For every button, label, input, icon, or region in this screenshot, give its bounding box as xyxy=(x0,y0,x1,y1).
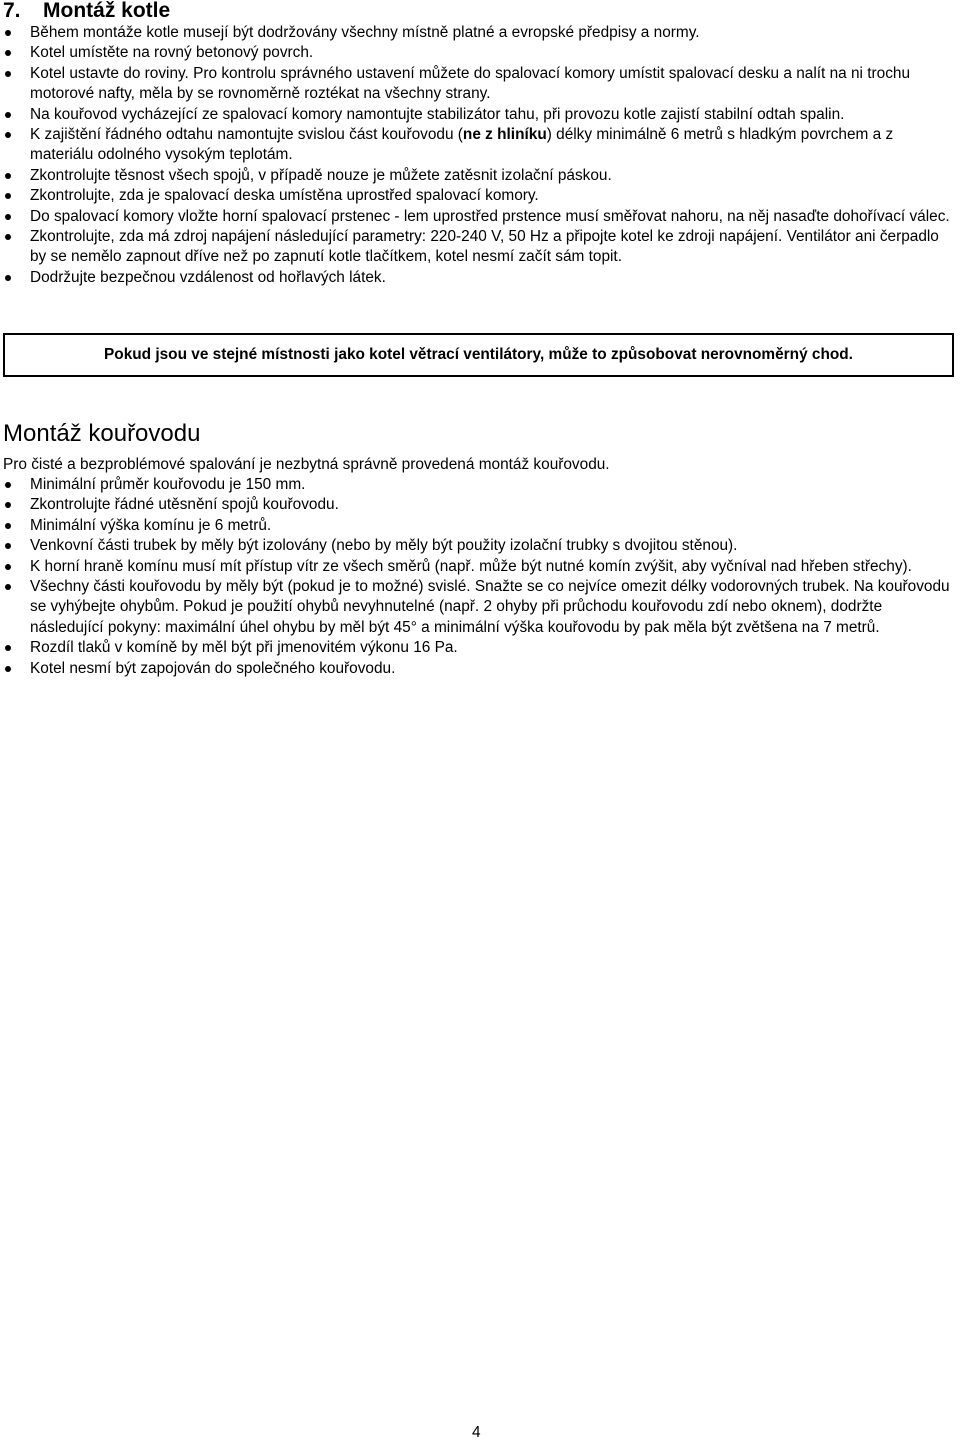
section-title: Montáž kotle xyxy=(43,0,171,22)
list-item xyxy=(0,659,955,679)
bullet-icon xyxy=(5,234,11,240)
emphasis-text: ne z hliníku xyxy=(462,126,547,144)
list-item xyxy=(0,64,955,105)
bullet-icon xyxy=(5,71,11,77)
list-item xyxy=(0,207,955,227)
item-text: K horní hraně komínu musí mít přístup vítr ze všech směrů (např. může být nutné komín zvýšit, aby vyčníval nad hřeben střechy). xyxy=(30,557,912,575)
item-text: Kotel nesmí být zapojován do společného kouřovodu. xyxy=(30,659,396,677)
item-text: Zkontrolujte těsnost všech spojů, v případě nouze je můžete zatěsnit izolační páskou. xyxy=(30,166,612,184)
bullet-icon xyxy=(5,666,11,672)
item-text: Kotel umístěte na rovný betonový povrch. xyxy=(30,44,314,62)
list-item xyxy=(0,43,955,63)
bullet-icon xyxy=(5,543,11,549)
list-item xyxy=(0,227,955,268)
bullet-icon xyxy=(5,173,11,179)
warning-text: Pokud jsou ve stejné místnosti jako kotel větrací ventilátory, může to způsobovat nerovnoměrný chod. xyxy=(104,346,853,363)
bullet-icon xyxy=(5,275,11,281)
list-item xyxy=(0,495,955,515)
bullet-icon xyxy=(5,564,11,570)
bullet-icon xyxy=(5,482,11,488)
ventilation-warning-box xyxy=(3,333,954,377)
list-item xyxy=(0,638,955,658)
list-item xyxy=(0,577,955,638)
item-text: K zajištění řádného odtahu namontujte svislou část kouřovodu ( xyxy=(30,126,463,144)
item-text: Všechny části kouřovodu by měly být (pokud je to možné) svislé. Snažte se co nejvíce omezit délky vodorovných trubek. Na kouřovodu se vyhýbejte ohybům. Pokud je použití ohybů nevyhnutelné (např. 2 ohyby při průchodu kouřovodu zdí nebo oknem), dodržte následující pokyny: maximální úhel ohybu by měl být 45° a minimální výška kouřovodu by pak měla být zvětšena na 7 metrů. xyxy=(30,578,950,636)
bullet-icon xyxy=(5,214,11,220)
installation-bullet-list xyxy=(0,23,955,288)
item-text: Zkontrolujte řádné utěsnění spojů kouřovodu. xyxy=(30,496,339,514)
item-text: Během montáže kotle musejí být dodržovány všechny místně platné a evropské předpisy a normy. xyxy=(30,24,700,41)
bullet-icon xyxy=(5,584,11,590)
list-item xyxy=(0,105,955,125)
item-text: Venkovní části trubek by měly být izolovány (nebo by měly být použity izolační trubky s dvojitou stěnou). xyxy=(30,537,738,555)
item-text: ) délky minimálně 6 metrů s hladkým povrchem a z materiálu odolného vysokým teplotám. xyxy=(30,126,894,164)
bullet-icon xyxy=(5,523,11,529)
list-item xyxy=(0,475,955,495)
bullet-icon xyxy=(5,30,11,36)
item-text: Na kouřovod vycházející ze spalovací komory namontujte stabilizátor tahu, při provozu kotle zajistí stabilní odtah spalin. xyxy=(30,105,845,123)
bullet-icon xyxy=(5,193,11,199)
bullet-icon xyxy=(5,112,11,118)
item-text: Dodržujte bezpečnou vzdálenost od hořlavých látek. xyxy=(30,268,386,286)
item-text: Do spalovací komory vložte horní spalovací prstenec - lem uprostřed prstence musí směřovat nahoru, na něj nasaďte dohořívací válec. xyxy=(30,207,950,225)
bullet-icon xyxy=(5,50,11,56)
item-text: Minimální výška komínu je 6 metrů. xyxy=(30,516,272,534)
list-item xyxy=(0,125,955,166)
list-item xyxy=(0,557,955,577)
item-text: Kotel ustavte do roviny. Pro kontrolu správného ustavení můžete do spalovací komory umístit spalovací desku a nalít na ni trochu motorové nafty, měla by se rovnoměrně roztékat na všechny strany. xyxy=(30,64,911,103)
item-text: Minimální průměr kouřovodu je 150 mm. xyxy=(30,476,306,493)
list-item xyxy=(0,23,955,43)
list-item xyxy=(0,166,955,186)
bullet-icon xyxy=(5,502,11,508)
subsection-title: Montáž kouřovodu xyxy=(3,420,201,447)
item-text: Rozdíl tlaků v komíně by měl být při jmenovitém výkonu 16 Pa. xyxy=(30,639,458,657)
item-text: Zkontrolujte, zda má zdroj napájení následující parametry: 220-240 V, 50 Hz a připojte kotel ke zdroji napájení. Ventilátor ani čerpadlo by se nemělo zapnout dříve než po zapnutí kotle tlačítkem, kotel nesmí začít sám topit. xyxy=(30,228,939,266)
list-item xyxy=(0,268,955,288)
section-heading xyxy=(3,0,170,25)
item-text: Zkontrolujte, zda je spalovací deska umístěna uprostřed spalovací komory. xyxy=(30,187,539,205)
page-number: 4 xyxy=(472,1424,481,1441)
bullet-icon xyxy=(5,132,11,138)
subsection-intro: Pro čisté a bezproblémové spalování je nezbytná správně provedená montáž kouřovodu. xyxy=(3,456,610,473)
bullet-icon xyxy=(5,645,11,651)
section-number: 7. xyxy=(3,0,21,22)
list-item xyxy=(0,516,955,536)
flue-bullet-list xyxy=(0,475,955,679)
list-item xyxy=(0,186,955,206)
list-item xyxy=(0,536,955,556)
